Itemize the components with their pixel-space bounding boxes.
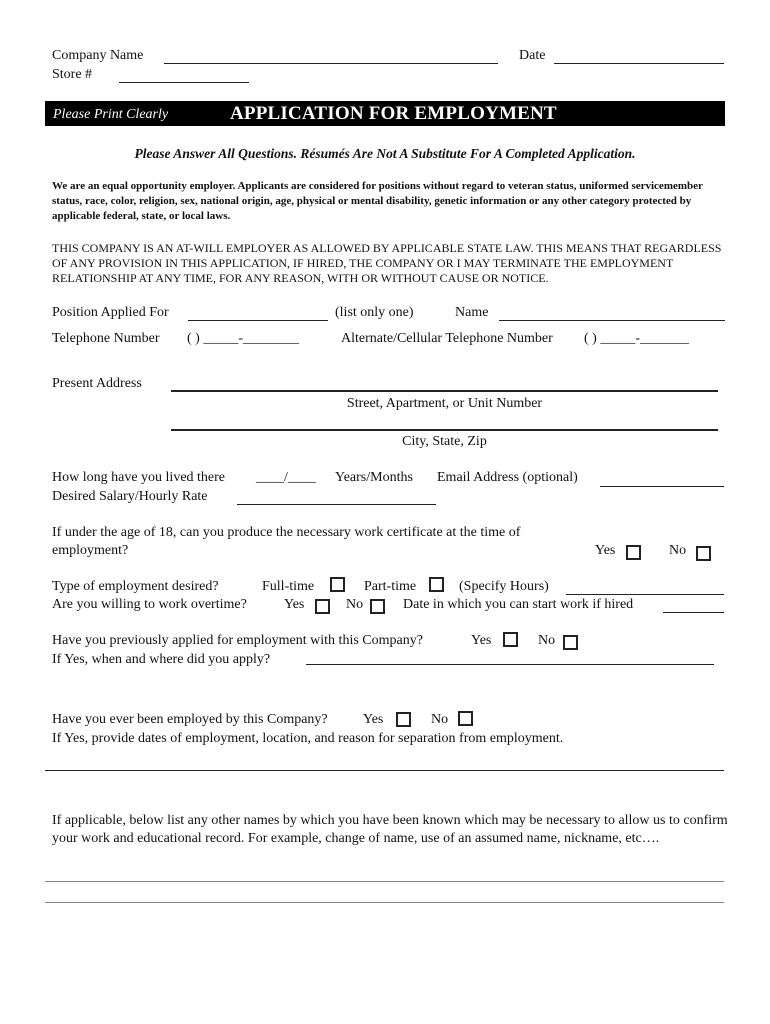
overtime-no-checkbox[interactable] (370, 599, 385, 614)
street-field[interactable] (171, 390, 718, 392)
at-will-statement: THIS COMPANY IS AN AT-WILL EMPLOYER AS ALLOWED BY APPLICABLE STATE LAW. THIS MEANS THAT REGARDLESS OF ANY PROVISION IN THIS APPLICATION, IF HIRED, THE COMPANY OR I MAY TERMINATE THE EMPLOYMENT RELATIONSHIP AT ANY TIME, FOR ANY REASON, WITH OR WITHOUT CAUSE OR NOTICE. (52, 241, 722, 285)
applied-before-label: Have you previously applied for employment with this Company? (52, 633, 423, 648)
work-cert-question: If under the age of 18, can you produce the necessary work certificate at the time of (52, 525, 521, 540)
name-label: Name (455, 305, 489, 320)
employment-type-label: Type of employment desired? (52, 579, 219, 594)
work-cert-yes-label: Yes (595, 543, 616, 558)
full-time-checkbox[interactable] (330, 577, 345, 592)
alt-telephone-label: Alternate/Cellular Telephone Number (341, 331, 553, 346)
company-name-field[interactable] (164, 63, 498, 64)
other-names-text: If applicable, below list any other names by which you have been known which may be necessary to allow us to confirm your work and educational record. For example, change of name, use of an assumed name, nickname, etc…. (52, 813, 728, 846)
employed-no-checkbox[interactable] (458, 711, 473, 726)
company-name-label: Company Name (52, 48, 144, 63)
eeo-statement: We are an equal opportunity employer. Applicants are considered for positions without regard to veteran status, uniformed servicemember status, race, color, religion, sex, national origin, age, physical or mental disability, genetic information or any other category protected by applicable federal, state, or local laws. (52, 180, 703, 222)
applied-no-label: No (538, 633, 556, 648)
work-cert-no-label: No (669, 543, 687, 558)
street-caption: Street, Apartment, or Unit Number (346, 396, 543, 411)
employed-details-field[interactable] (45, 770, 724, 771)
applied-yes-label: Yes (471, 633, 492, 648)
address-label: Present Address (52, 376, 142, 391)
form-title: APPLICATION FOR EMPLOYMENT (230, 103, 557, 124)
print-clearly-note: Please Print Clearly (53, 107, 169, 122)
title-banner (45, 101, 725, 126)
email-label: Email Address (optional) (437, 470, 578, 485)
full-time-label: Full-time (262, 579, 315, 594)
other-names-field-1[interactable] (45, 881, 724, 882)
date-label: Date (519, 48, 546, 63)
overtime-yes-label: Yes (284, 597, 305, 612)
employed-details-label: If Yes, provide dates of employment, location, and reason for separation from employment. (52, 731, 564, 746)
specify-hours-field[interactable] (566, 594, 724, 595)
name-field[interactable] (499, 320, 725, 321)
work-cert-no-checkbox[interactable] (696, 546, 711, 561)
years-months-label: Years/Months (335, 470, 413, 485)
overtime-label: Are you willing to work overtime? (52, 597, 247, 612)
position-field[interactable] (188, 320, 328, 321)
work-cert-question-cont: employment? (52, 543, 129, 558)
other-names-field-2[interactable] (45, 902, 724, 903)
email-field[interactable] (600, 486, 724, 487)
store-number-label: Store # (52, 67, 93, 82)
employed-before-label: Have you ever been employed by this Company? (52, 712, 328, 727)
city-field[interactable] (171, 429, 718, 431)
start-date-label: Date in which you can start work if hired (403, 597, 634, 612)
employed-yes-checkbox[interactable] (396, 712, 411, 727)
applied-when-field[interactable] (306, 664, 714, 665)
specify-hours-label: (Specify Hours) (459, 579, 549, 594)
applied-when-label: If Yes, when and where did you apply? (52, 652, 271, 667)
part-time-label: Part-time (364, 579, 417, 594)
salary-field[interactable] (237, 504, 436, 505)
overtime-no-label: No (346, 597, 364, 612)
how-long-label: How long have you lived there (52, 470, 226, 485)
employed-yes-label: Yes (363, 712, 384, 727)
telephone-label: Telephone Number (52, 331, 160, 346)
work-cert-yes-checkbox[interactable] (626, 545, 641, 560)
date-field[interactable] (554, 63, 724, 64)
start-date-field[interactable] (663, 612, 724, 613)
salary-label: Desired Salary/Hourly Rate (52, 489, 208, 504)
city-caption: City, State, Zip (402, 434, 487, 449)
applied-no-checkbox[interactable] (563, 635, 578, 650)
how-long-field[interactable]: ____/____ (256, 470, 316, 485)
part-time-checkbox[interactable] (429, 577, 444, 592)
employed-no-label: No (431, 712, 449, 727)
store-number-field[interactable] (119, 82, 249, 83)
instructions: Please Answer All Questions. Résumés Are Not A Substitute For A Completed Application. (134, 146, 636, 161)
alt-telephone-field[interactable]: ( ) _____-_______ (584, 331, 689, 346)
position-label: Position Applied For (52, 305, 169, 320)
telephone-field[interactable]: ( ) _____-________ (187, 331, 299, 346)
overtime-yes-checkbox[interactable] (315, 599, 330, 614)
applied-yes-checkbox[interactable] (503, 632, 518, 647)
position-note: (list only one) (335, 305, 414, 320)
